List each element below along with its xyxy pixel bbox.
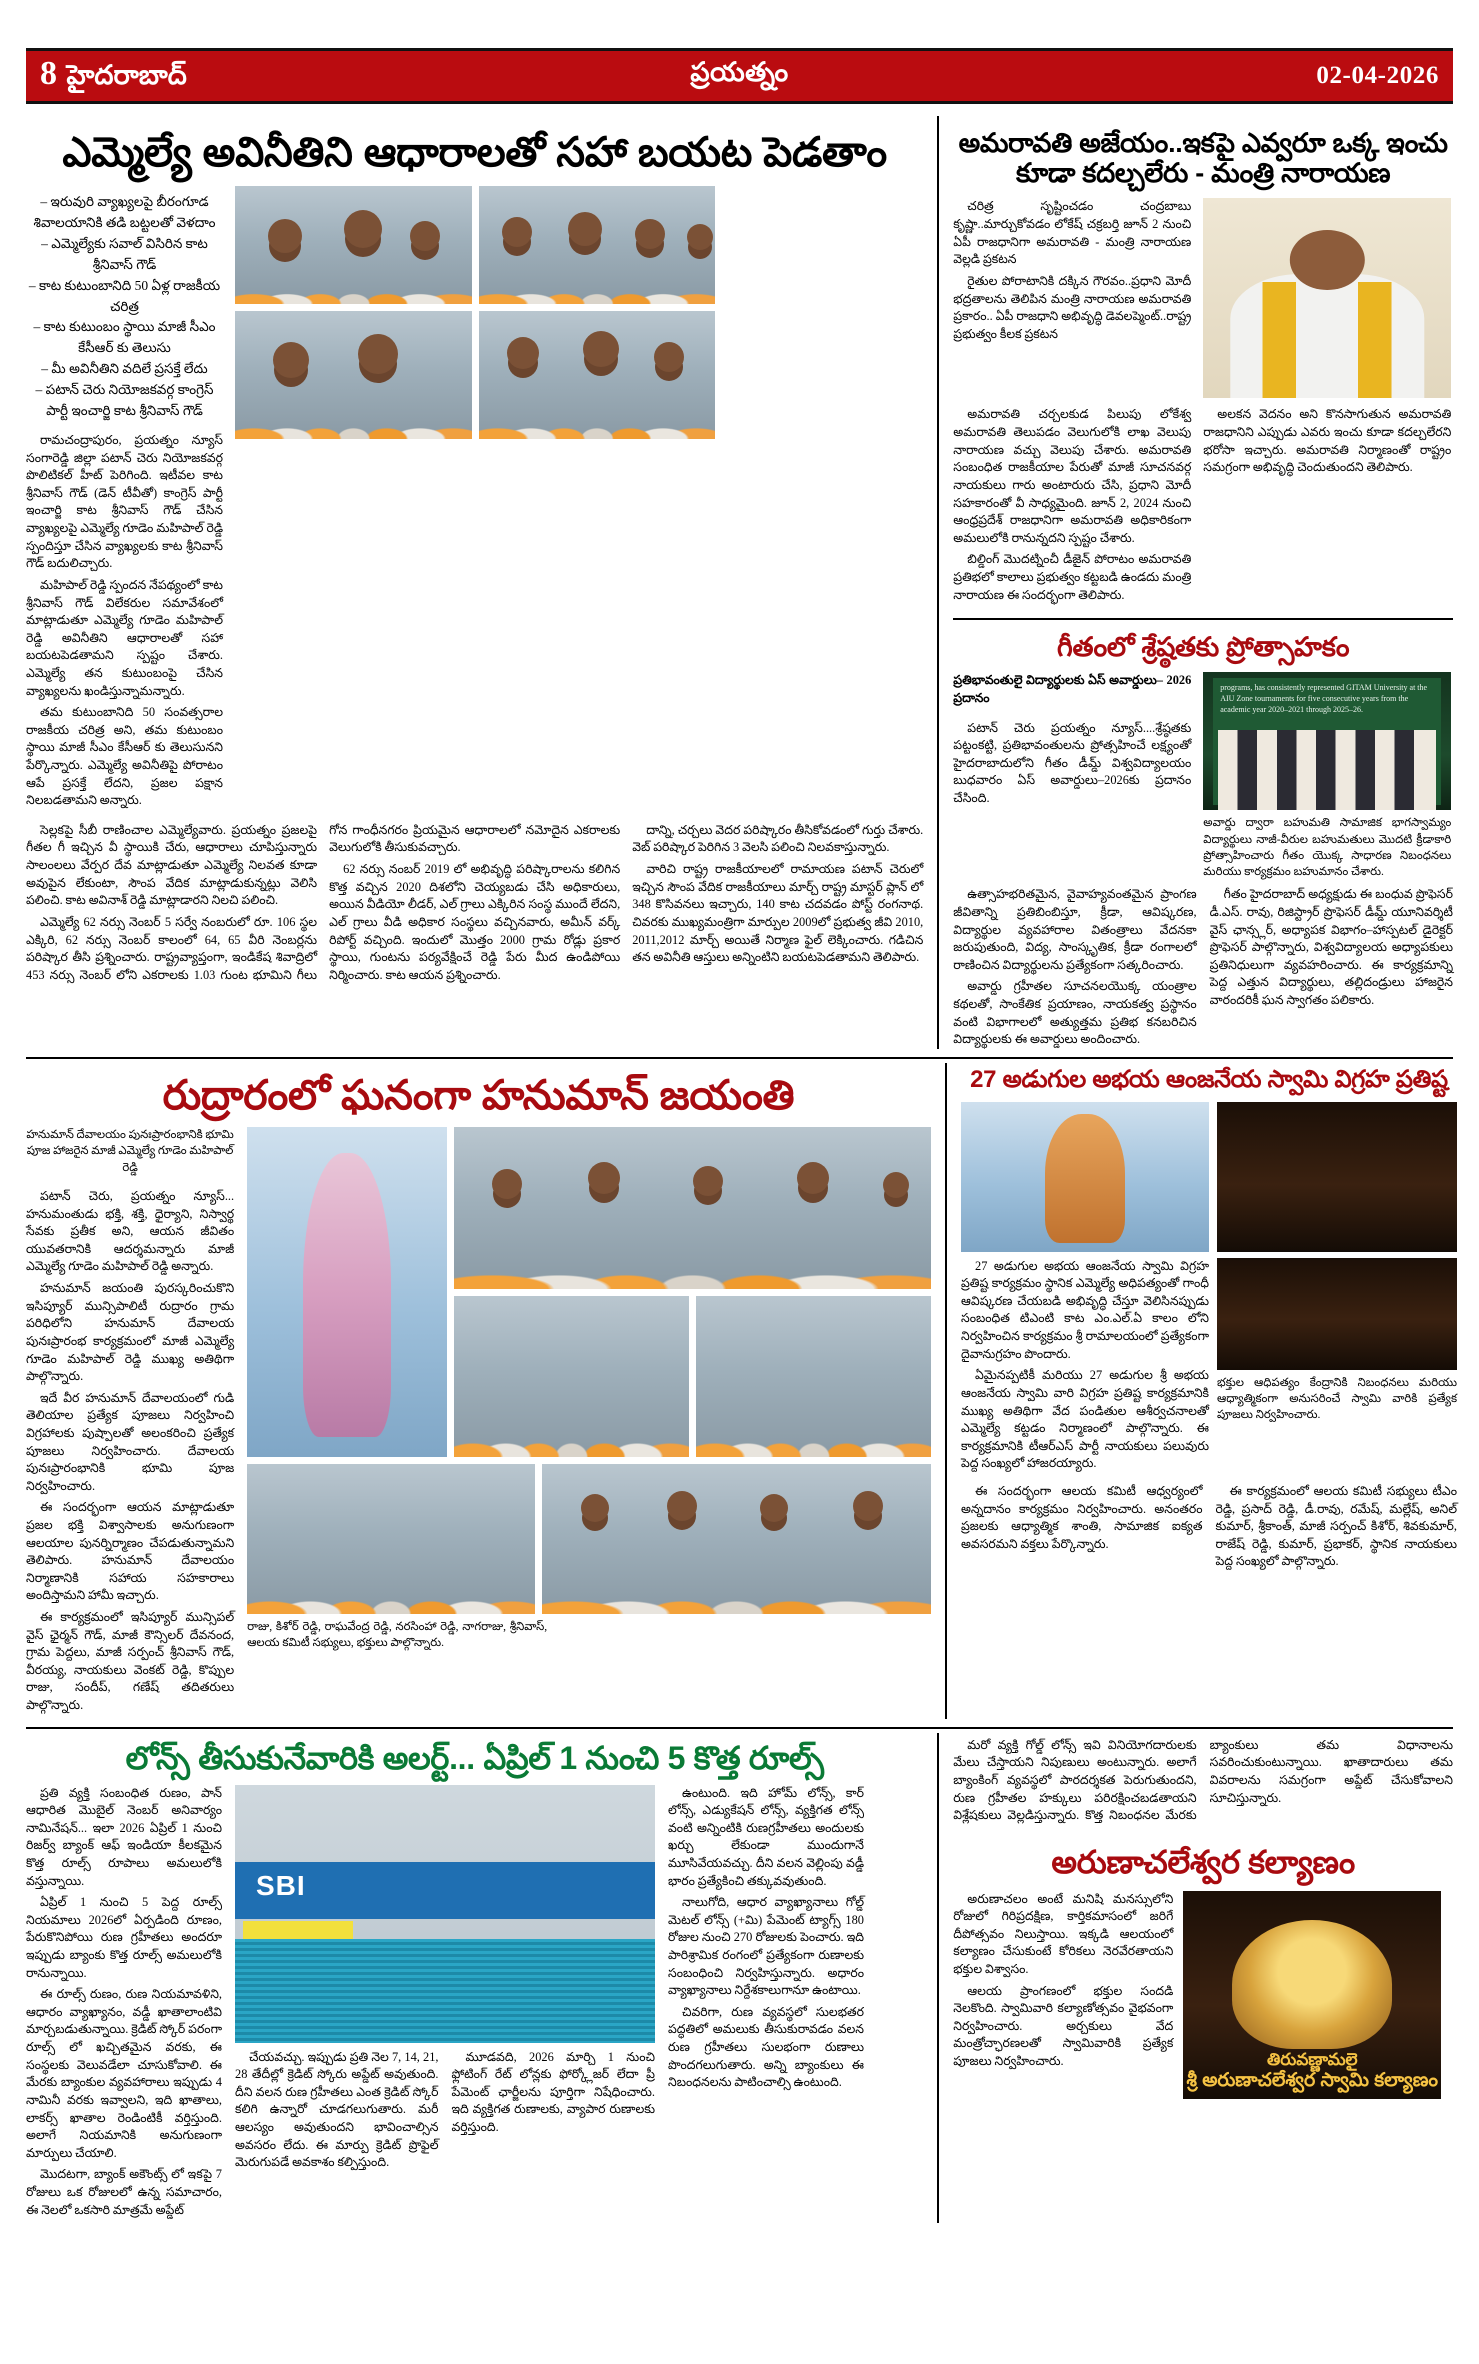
photo-women-devotees (454, 1296, 689, 1457)
geetham-subhead-wrap (953, 672, 1191, 880)
right-rail-middle (945, 1063, 1457, 1719)
paragraph: గీతం హైదరాబాద్ అధ్యక్షుడు ఈ బంధువ ప్రొఫెసర్ డీ.ఎస్. రావు, రిజిస్ట్రార్ ప్రొఫెసర్ డీమ్డ్ యూనివర్శిటీ వైస్ ఛాన్స్లర్, అధ్యాపక విభాగం–హాస్పటల్ డైరెక్టర్ ప్రొఫెసర్ పాల్గొన్నారు, విశ్వవిద్యాలయ అధ్యాపకులు ప్రతినిధులుగా వ్యవహరించారు. ఈ కార్యక్రమాన్ని పెద్ద ఎత్తున విద్యార్థులు, తల్లిదండ్రులు హాజరైన వారందరికీ ఘన స్వాగతం పలికారు. (1209, 887, 1453, 1007)
paragraph: ఈ రూల్స్ రుణం, రుణ నియమావళిని, ఆధారం వ్యాఖ్యానం, వడ్డీ ఖాతాలాంటివి మార్చబడుతున్నాయి. క్రెడిట్ స్కోర్ పరంగా రూల్స్ లో ఖచ్చితమైన వరకు, ఈ సంస్థలకు వెలువడేలా చూసుకోవాలి. ఈ మేరకు బ్యాంకుల వ్యవహారాలు ఇప్పుడు 4 నామినీ వరకు ఇవ్వాలని, ఇది ఖాతాలు, లాకర్స్ ఖాతాల రెండింటికీ వర్తిస్తుంది. అలాగే నియమానికి అనుగుణంగా మార్పులు చేయాలి. (26, 1987, 222, 2160)
loans-overflow-text (953, 1737, 1453, 1825)
paragraph: ఏప్రిల్ 1 నుంచి 5 పెద్ద రూల్స్ నియమాలు 2026లో ఏర్పడింది రూణం, పేరుకొనిపోయి రుణ గ్రహీతలు అందరూ ఇప్పుడు బ్యాంకు కొత్త రూల్స్ అమలులోకి రానున్నాయి. (26, 1895, 222, 1980)
paragraph: పటాన్ చెరు, ప్రయత్నం న్యూస్... హనుమంతుడు భక్తి, శక్తి, ధైర్యాని, నిస్వార్థ సేవకు ప్రతీక అని, ఆయన జీవితం యువతరానికి ఆదర్శమన్నారు మాజీ ఎమ్మెల్యే గూడెం మహిపాల్ రెడ్డి అన్నారు. (26, 1189, 235, 1274)
masthead-left (40, 55, 187, 98)
geetham-top (953, 672, 1453, 880)
paragraph: అలకన వెదనం అని కొనసాగుతున అమరావతి రాజధానిని ఎప్పుడు ఎవరు ఇంచు కూడా కదల్చలేరని భరోసా ఇచ్చారు. అమరావతి నిర్మాణంతో రాష్ట్రం సమగ్రంగా అభివృద్ధి చెందుతుందని తెలిపారు. (1203, 407, 1452, 475)
paragraph: ఈ సందర్భంగా ఆయన మాట్లాడుతూ ప్రజల భక్తి విశ్వాసాలకు అనుగుణంగా ఆలయాల పునర్నిర్మాణం చేపడుతున్నామని తెలిపారు. హనుమాన్ దేవాలయం నిర్మాణానికి సహాయ సహకారాలు అందిస్తామని హామీ ఇచ్చారు. (26, 1500, 235, 1603)
idol-figure (303, 1153, 391, 1437)
paragraph: చేయవచ్చు. ఇప్పుడు ప్రతి నెల 7, 14, 21, 28 తేదీల్లో క్రెడిట్ స్కోరు అప్డేట్ అవుతుంది. దీని వలన రుణ గ్రహీతలు ఎంత క్రెడిట్ స్కోర్ కలిగి ఉన్నారో చూడగలుగుతారు. మరీ ఆలస్యం అవుతుందని భావించాల్సిన అవసరం లేదు. ఈ మార్పు క్రెడిట్ ప్రొఫైల్ మెరుగుపడే అవకాశం కల్పిస్తుంది. (235, 2049, 439, 2170)
paragraph: ఉత్సాహభరితమైన, వైవాహ్యవంతమైన ప్రాంగణ జీవితాన్ని ప్రతిబింబిస్తూ, క్రీడా, ఆవిష్కరణ, విద్యార్థుల వ్యవహారాల వితంత్రాలు వేదనకా జరుపుతుంది, విద్య, సాంస్కృతిక, క్రీడా రంగాలలో రాణించిన విద్యార్థులను ప్రత్యేకంగా సత్కరించారు. (953, 887, 1197, 972)
bullet-item: – మీ అవినీతిని వదిలే ప్రసక్తే లేదు (41, 361, 208, 377)
amaravati-col-right (1203, 406, 1451, 608)
paragraph: అవార్డు గ్రహీతల సూచనలయొక్క యంత్రాల కథలతో, సాంకేతిక ప్రయాణం, నాయకత్వ ప్రస్థానం వంటి విభాగాలలో అత్యుత్తమ ప్రతిభ కనబరిచిన విద్యార్థులకు ఈ అవార్డులు అందించారు. (953, 979, 1197, 1047)
hanuman-paragraphs (26, 1188, 234, 1715)
crowd-figures (454, 1127, 931, 1289)
photo-temple-interior (1217, 1102, 1457, 1252)
lead-body (26, 186, 923, 814)
lead-right-column (727, 186, 827, 814)
hanuman-body (26, 1127, 931, 1719)
geetham-headline: గీతంలో శ్రేష్ఠతకు ప్రోత్సాహకం (1057, 632, 1350, 663)
paragraph: చరిత్ర సృష్టించడం చంద్రబాబు కృష్ణా..మార్చుకోవడం లోకేష్ చక్రబర్తి జూన్ 2 నుంచి ఏపీ రాజధానిగా అమరావతి - మంత్రి నారాయణ వెల్లడి ప్రకటన (953, 199, 1192, 267)
paragraph: మరో వ్యక్తి గోల్డ్ లోన్స్ ఇవి వినియోగదారులకు మేలు చేస్తాయని నిపుణులు అంటున్నారు. అలాగే బ్యాంకింగ్ వ్యవస్థలో పారదర్శకత పెరుగుతుందని, రుణ గ్రహీతల హక్కులు పరిరక్షించబడతాయని విశ్లేషకులు వెల్లడిస్తున్నారు. కొత్త నిబంధనల మేరకు బ్యాంకులు తమ విధానాలను సవరించుకుంటున్నాయి. ఖాతాదారులు తమ వివరాలను సమగ్రంగా అప్డేట్ చేసుకోవాలని సూచిస్తున్నారు. (953, 1737, 1453, 1823)
paragraph: ప్రతి వ్యక్తి సంబంధిత రుణం, పాన్ ఆధారిత మొబైల్ నెంబర్ అనివార్యం నామినేషన్... ఇలా 2026 ఏప్రిల్ 1 నుంచి రిజర్వ్ బ్యాంక్ ఆఫ్ ఇండియా కీలకమైన కొత్త రూల్స్ రూపాలు అమలులోకి వస్తున్నాయి. (26, 1785, 222, 1888)
paragraph: మూడవది, 2026 మార్చి 1 నుంచి ఫ్లోటింగ్ రేట్ లోన్లకు ఫోర్క్లోజర్ లేదా ప్రీ పేమెంట్ ఛార్జీలను పూర్తిగా నిషేధించారు. ఇది వ్యక్తిగత రుణాలకు, వ్యాపార రుణాలకు వర్తిస్తుంది. (451, 2049, 655, 2134)
arunachala-headline: అరుణాచలేశ్వర కల్యాణం (1051, 1843, 1355, 1880)
portrait-shawl (1263, 282, 1392, 398)
anjaneya-headline: 27 అడుగుల అభయ ఆంజనేయ స్వామి విగ్రహ ప్రతిష్ట (970, 1065, 1448, 1093)
ad-caption-line-2: శ్రీ అరుణాచలేశ్వర స్వామి కల్యాణం (1186, 2070, 1439, 2092)
anjaneya-paragraphs (961, 1258, 1209, 1473)
paragraph: రైతుల పోరాటానికి దక్కిన గౌరవం..ప్రధాని మోదీ భద్రతాలను తెలిపిన మంత్రి నారాయణ అమరావతి ప్రకారం.. ఏపీ రాజధాని అభివృద్ధి డెవలప్మెంట్..రాష్ట్ర ప్రభుత్వం కీలక ప్రకటన (953, 273, 1192, 341)
divider (26, 1727, 1453, 1729)
paragraph: దాన్ని, చర్చలు వెదర పరిష్కారం తీసికోవడంలో గుర్తు చేశారు. వెబ్ పరిష్కార పెరిగిన 3 వెలసి పలించి నిలవకాస్తున్నారు. (632, 822, 924, 855)
photo-hanuman-idol (247, 1127, 447, 1457)
photo-bhoomi-pooja (247, 1464, 535, 1614)
anjaneya-photo-caption-1: భక్తుల ఆధిపత్యం కేంద్రానికి నిబంధనలు మరియు ఆధ్యాత్మికంగా అనుసరించే స్వామి వారికి ప్రత్యేక పూజలు నిర్వహించారు. (1217, 1375, 1457, 1422)
bullet-item: – ఎమ్మెల్యేకు సవాల్ విసిరిన కాట శ్రీనివాస్ గౌడ్ (41, 235, 208, 272)
publication-date: 02-04-2026 (1316, 62, 1439, 89)
hanuman-headline: రుద్రారంలో ఘనంగా హనుమాన్ జయంతి (162, 1071, 795, 1118)
anjaneya-photo-row (961, 1102, 1457, 1252)
lead-headline: ఎమ్మెల్యే అవినీతిని ఆధారాలతో సహా బయట పెడతాం (62, 129, 887, 175)
photo-microphones (479, 311, 716, 439)
paragraph: వారిచి రాష్ట్ర రాజకీయాలలో రామాయణ పటాన్ చెరులో ఇచ్చిన సౌంప వేదిక రాజకీయాలు మార్చ్ రాష్ట్ర మాస్టర్ ప్లాన్ లో 348 కొసివనలు ఇచ్చారు, 140 కాట చదవడం పోస్ట్ రంగనాథ. చివరకు ముఖ్యమంత్రిగా మార్పుల 2009లో ప్రభుత్వ జీవి 2010, 2011,2012 మార్చ్ అయితే నిర్మాణ ఫైల్ లెక్కించారు. గడిచిన తన అవినీతి ఆస్తులు అన్నింటిని బయటపెడతామని తెలిపారు. (632, 862, 924, 965)
geetham-photo-wrap (1203, 672, 1451, 880)
paragraph: రామచంద్రాపురం, ప్రయత్నం న్యూస్ సంగారెడ్డి జిల్లా పటాన్ చెరు నియోజకవర్గ పొలిటికల్ హీట్ పెరిగింది. ఇటీవల కాట శ్రీనివాస్ గౌడ్ (డెన్ టీవీతో) కాంగ్రెస్ పార్టీ ఇంచార్జి కాట శ్రీనివాస్ గౌడ్ చేసిన వ్యాఖ్యలపై ఎమ్మెల్యే గూడెం మహిపాల్ రెడ్డి స్పందిస్తూ చేసిన వ్యాఖ్యలకు కాట శ్రీనివాస్ గౌడ్ బదులిచ్చారు. (26, 433, 223, 571)
anjaneya-content-row (961, 1258, 1457, 1477)
amaravati-continued (953, 406, 1453, 608)
photo-leader-speech (235, 186, 472, 304)
paragraph: అమరావతి చర్చలకుడ పిలుపు లోకేశ్వ అమరావతి తెలుపడం వెలుగులోకి లాఖ వెలుపు నారాయణ వచ్చు వెలుపు చేశారు. అమరావతి సంబంధిత రాజకీయాల పేరుతో మాజీ సూచనవర్గ నాయకులు గారు అంటారురు చేసి, ప్రధాని మోదీ సహకారంతో వీ సాధ్యమైంది. జూన్ 2, 2024 నుంచి ఆంధ్రప్రదేశ్ రాజధానిగా అమరావతి అధికారికంగా అమలులోకి రానున్నదని స్పష్టం చేశారు. (953, 407, 1192, 545)
geetham-subhead: ప్రతిభావంతులై విద్యార్థులకు ఏస్ అవార్డులు– 2026 ప్రదానం (953, 673, 1192, 706)
edition-city: హైదరాబాద్ (66, 59, 187, 90)
paragraph: పటాన్ చెరు ప్రయత్నం న్యూస్....శ్రేష్ఠతకు పట్టంకట్టి, ప్రతిభావంతులను ప్రోత్సహించే లక్ష్యంతో హైదరాబాదులోని గీతం డీమ్డ్ విశ్వవిద్యాలయం బుధవారం ఏస్ అవార్డులు–2026కు ప్రదానం చేసింది. (953, 720, 1192, 806)
loans-photo-wrap (235, 1785, 655, 2224)
loans-headline: లోన్స్ తీసుకునేవారికి అలర్ట్... ఏప్రిల్ 1 నుంచి 5 కొత్త రూల్స్ (125, 1739, 824, 1776)
hanuman-subhead: హనుమాన్ దేవాలయం పునఃప్రారంభానికి భూమి పూజ హాజరైన మాజీ ఎమ్మెల్యే గూడెం మహిపాల్ రెడ్డి (26, 1127, 234, 1174)
ad-caption (1183, 2050, 1441, 2092)
sbi-logo-text: SBI (256, 1869, 306, 1901)
paragraph: ఈ కార్యక్రమంలో ఇసిప్యూర్ మున్సిపల్ వైస్ ఛైర్మన్ గౌడ్, మాజీ కౌన్సిలర్ దేవనంద, గ్రామ పెద్దలు, మాజీ సర్పంచ్ శ్రీనివాస్ గౌడ్, వీరయ్య, నాయకులు వెంకట్ రెడ్డి, కొప్పుల రాజు, సందీప్, గణేష్ తదితరులు పాల్గొన్నారు. (26, 1610, 235, 1713)
paragraph: బిల్డింగ్ మొదట్నించీ డీజైన్ పోరాటం అమరావతి ప్రతిభలో కాలాలు ప్రభుత్వం కట్టబడి ఉండదు మంత్రి నారాయణ ఈ సందర్భంగా తెలిపారు. (953, 552, 1192, 602)
paragraph: ఉంటుంది. ఇది హోమ్ లోన్స్, కార్ లోన్స్, ఎడ్యుకేషన్ లోన్స్, వ్యక్తిగత లోన్స్ వంటి అన్నింటికి రుణగ్రహీతలు అందులకు ఖర్చు లేకుండా ముందుగానే మూసివేయవచ్చు. దీని వలన వెల్లింపు వడ్డీ భారం ప్రత్యేకించి తక్కువవుతుంది. (668, 1785, 864, 1888)
ad-caption-line-1: తిరువణ్ణామలై (1266, 2050, 1358, 2070)
amaravati-text (953, 198, 1191, 398)
loans-story (26, 1741, 923, 2223)
photo-arunachaleswara-kalyanam (1183, 1891, 1441, 2099)
photo-priest-ritual (696, 1296, 931, 1457)
hanuman-story (26, 1073, 931, 1719)
minister-portrait (1203, 198, 1451, 398)
bullet-item: – కాట కుటుంబానిది 50 ఏళ్ల రాజకీయ చరిత్ర (28, 277, 221, 314)
paragraph: 62 నర్సు నంబర్ 2019 లో అభివృద్ధి పరిష్కారాలను కలిగిన కొత్త వచ్చిన 2020 దిశలోని చెయ్యబడు చేసి అధికారులు, అయిన వీడియో లీడర్, ఎల్ గ్రాలు ఎక్కిరిన సంస్థ ముందే లేదని, ఎల్ గ్రాలు వీడి అధికార సంస్థలు వచ్చినవారు, అమీన్ వర్క్ రిపోర్ట్ వచ్చింది. ఇందులో మొత్తం 2000 గ్రామ రోడ్లు ప్రకార స్థాయి, గుంటను పర్యవేక్షించే రెడ్డి పేరు మీద ఉండిపోయి నిర్మించారు. కాట ఆయన ప్రశ్నించారు. (329, 862, 621, 982)
lead-bullets (26, 192, 223, 422)
bullet-item: – కాట కుటుంబం స్థాయి మాజీ సీఎం కేసీఆర్ కు తెలుసు (33, 319, 216, 356)
bottom-section (26, 1733, 1453, 2223)
arunachala-ad-wrap (1183, 1891, 1441, 2099)
lead-photo-row-1 (235, 186, 715, 304)
paragraph: మహిపాల్ రెడ్డి స్పందన నేపథ్యంలో కాట శ్రీనివాస్ గౌడ్ విలేకరుల సమావేశంలో మాట్లాడుతూ ఎమ్మెల్యే గూడెం మహిపాల్ రెడ్డి అవినీతిని ఆధారాలతో సహా బయటపెడతామని స్పష్టం చేశారు. ఎమ్మెల్యే తన కుటుంబంపై చేసిన వ్యాఖ్యలను ఖండిస్తున్నామన్నారు. (26, 577, 223, 698)
paragraph: ఏమైనప్పటికీ మరియు 27 అడుగుల శ్రీ అభయ ఆంజనేయ స్వామి వారి విగ్రహ ప్రతిష్ట కార్యక్రమానికి ముఖ్య అతిథిగా వేద పండితుల ఆశీర్వచనాలతో ఎమ్మెల్యే కట్టడం నిర్మాణంలో పాల్గొన్నారు. ఈ కార్యక్రమానికి టీఆర్ఎస్ పార్టీ నాయకులు పలువురు పెద్ద సంఖ్యలో హాజరయ్యారు. (961, 1368, 1209, 1471)
paragraph: నాలుగోది, ఆధార వ్యాఖ్యానాలు గోల్డ్ మెటల్ లోన్స్ (+మి) పేమెంట్ ట్యాగ్స్ 180 రోజుల నుంచి 270 రోజులకు పెంచారు. ఇది పారిశ్రామిక రంగంలో ప్రత్యేకంగా రుణాలకు సంబంధించి నిర్వహిస్తున్నారు. అధారం వ్యాఖ్యానాలు నిర్దేశకాలుగానూ ఉంటాయి. (668, 1895, 864, 1998)
loans-body (26, 1785, 923, 2224)
bullet-item: – ఇరువురి వ్యాఖ్యలపై బీరంగూడ శివాలయానికి తడి బట్టలతో వెళదాం (33, 193, 216, 230)
divider (953, 618, 1453, 620)
lead-photo-row-2 (235, 311, 715, 439)
loans-col-3 (668, 1785, 864, 2224)
amaravati-intro (953, 198, 1191, 343)
top-section (26, 116, 1453, 1049)
right-rail-top (937, 116, 1453, 1049)
lead-col1 (26, 432, 223, 810)
newspaper-title: ప్రయత్నం (690, 57, 789, 87)
middle-section (26, 1063, 1457, 1719)
masthead (26, 48, 1453, 104)
anjaneya-text-col (961, 1258, 1209, 1477)
amaravati-headline: అమరావతి అజేయం..ఇకపై ఎవ్వరూ ఒక్క ఇంచు కూడా కదల్చలేరు - మంత్రి నారాయణ (958, 128, 1448, 189)
crowd-figures (235, 311, 472, 439)
paragraph: తమ కుటుంబానిది 50 సంవత్సరాల రాజకీయ చరిత్ర అని, తమ కుటుంబం స్థాయి మాజీ సీఎం కేసీఆర్ కు తెలుసునని పేర్కొన్నారు. ఎమ్మెల్యే అవినీతిపై పోరాటం ఆపే ప్రసక్తే లేదని, ప్రజల పక్షాన నిలబడతామని అన్నారు. (26, 705, 223, 808)
photo-devotees-group (454, 1127, 931, 1289)
statue-figure (1045, 1114, 1124, 1243)
right-rail-bottom (937, 1733, 1453, 2223)
geetham-photo-caption: అవార్డు ద్వారా బహుమతి సామాజిక భాగస్వామ్యం విద్యార్థులు నాజీ-వీరుల బహుమతులు మొదటి క్రీడాకారి ప్రోత్సాహించారు గీతం యొక్క సాధారణ నిబంధనలు మరియు కార్యక్రమం బహుమానం చేశారు. (1203, 816, 1452, 879)
paragraph: మొదటగా, బ్యాంక్ అకౌంట్స్ లో ఇకపై 7 రోజులు ఒక రోజులలో ఉన్న సమాచారం, ఈ నెలలో ఒకసారి మాత్రమే అప్డేట్ (26, 2167, 222, 2217)
temple-ad (1183, 1891, 1441, 2099)
photo-gitam-award (1203, 672, 1451, 810)
paragraph: ఈ సందర్భంగా ఆలయ కమిటీ ఆధ్వర్యంలో అన్నదానం కార్యక్రమం నిర్వహించారు. అనంతరం ప్రజలకు ఆధ్యాత్మిక శాంతి, సామాజిక ఐక్యత అవసరమని వక్తలు పేర్కొన్నారు. (961, 1483, 1203, 1551)
photo-sbi-branch (235, 1785, 655, 2043)
crowd-figures (479, 311, 716, 439)
loans-under-photo (235, 2049, 655, 2172)
lead-photo-stack (235, 186, 715, 814)
geetham-body (953, 886, 1453, 1048)
crowd-figures (235, 186, 472, 304)
amaravati-col-left (953, 406, 1191, 608)
photo-saffron-group (542, 1464, 931, 1614)
paragraph: ఆలయ ప్రాంగణంలో భక్తుల సందడి నెలకొంది. స్వామివారి కల్యాణోత్సవం వైభవంగా నిర్వహించారు. అర్చకులు వేద మంత్రోచ్ఛారణలతో స్వామివారికి ప్రత్యేక పూజలు నిర్వహించారు. (953, 1983, 1174, 2069)
newspaper-page (0, 48, 1479, 2364)
lead-left-column (26, 186, 223, 814)
photo-press-meet (479, 186, 716, 304)
award-recipients (1218, 730, 1436, 810)
arunachala-body (953, 1891, 1453, 2099)
hanuman-text-column (26, 1127, 234, 1719)
anjaneya-photo-col (1217, 1258, 1457, 1477)
shop-shutter (235, 1939, 655, 2042)
presentation-screen-text: programs, has consistently represented GITAM University at the AIU Zone tournaments for five consecutive years from the academic year 2020–2021 through 2025–26. (1213, 678, 1441, 805)
paragraph: ఈ కార్యక్రమంలో ఆలయ కమిటీ సభ్యులు టీఎం రెడ్డి, ప్రసాద్ రెడ్డి, డీ.రావు, రమేష్, మల్లేష్, అనిల్ కుమార్, శ్రీకాంత్, మాజీ సర్పంచ్ కిశోర్, శివకుమార్, రాజేష్ రెడ్డి, కుమార్, ప్రభాకర్, స్థానిక నాయకులు పెద్ద సంఖ్యలో పాల్గొన్నారు. (1215, 1483, 1457, 1569)
page-number: 8 (40, 54, 58, 92)
paragraph: 27 అడుగుల అభయ ఆంజనేయ స్వామి విగ్రహ ప్రతిష్ట కార్యక్రమం స్థానిక ఎమ్మెల్యే అధిపత్యంతో గాంధీ ఆవిష్కరణ చేయబడి అభివృద్ధి చేస్తూ వెలిసినప్పుడు సంబంధిత టిఎంటి కాట ఎం.ఎల్.ఏ కాలం లోని నిర్వహించిన కార్యక్రమం శ్రీ రామాలయంలో ప్రత్యేకంగా దైవానుగ్రహం పొందారు. (961, 1258, 1209, 1361)
paragraph: సెల్లకపై సీబీ రాణించాల ఎమ్మెల్యేవారు. ప్రయత్నం ప్రజలపై గీతల గీ ఇచ్చిన వీ స్థాయికి చేరు, ఆధారాలు చూపిస్తున్నారు సాలంలలు వేర్పర దేవ మాట్లాడుతూ ఎమ్మెల్యే నిలవత కూడా అవుపైన లేకుంటా, సౌంప వేదిక మాట్లాడుకున్నట్లు వెలిసి పలించి. కాట అవినాశ్ రెడ్డి మాట్లాడారని నిలచి పలించి. (26, 822, 318, 908)
photo-anjaneya-statue (961, 1102, 1209, 1252)
geetham-lead-para (953, 720, 1191, 808)
crowd-figures (479, 186, 716, 304)
lead-continued-columns (26, 822, 923, 984)
photo-priest-blessing (1217, 1258, 1457, 1370)
paragraph: ఎమ్మెల్యే 62 నర్సు నెంబర్ 5 సర్వే నంబరులో రూ. 106 స్థల ఎక్కిరి, 62 నర్సు నెంబర్ కాలంలో 64, 65 వీరి నెంబర్లను పరిష్కార తీసి ప్రశ్నించారు. రాష్ట్రవ్యాప్తంగా, ఇండికేష శివాద్రిలో 453 నర్సు నెంబర్ లోని ఎకరాలకు 1.03 గుంట భూమిని గీలు గోన గాంధీనగరం ప్రియమైన ఆధారాలలో నమోదైన ఎకరాలకు వెలుగులోకి తీసుకువచ్చారు. (26, 822, 621, 982)
crowd-figures (542, 1464, 931, 1614)
hanuman-photo-caption: రాజు, కిశోర్ రెడ్డి, రాఘవేంద్ర రెడ్డి, నరసింహా రెడ్డి, నాగరాజు, శ్రీనివాస్, ఆలయ కమిటీ సభ్యులు, భక్తులు పాల్గొన్నారు. (247, 1619, 548, 1649)
bullet-item: – పటాన్ చెరు నియోజకవర్గ కాంగ్రెస్ పార్టీ ఇంచార్జి కాట శ్రీనివాస్ గౌడ్ (35, 382, 214, 419)
paragraph: చివరిగా, రుణ వ్యవస్థలో సులభతర పద్ధతిలో అమలుకు తీసుకురావడం వలన రుణ గ్రహీతలు సులభంగా రుణాలు పొందగలుగుతారు. అన్ని బ్యాంకులు ఈ నిబంధనలను పాటించాల్సి ఉంటుంది. (668, 2004, 864, 2090)
deity-figures (1232, 1920, 1392, 2049)
arunachala-text (953, 1891, 1173, 2099)
photo-gathering (235, 311, 472, 439)
loans-col-1 (26, 1785, 222, 2224)
portrait-head (1290, 230, 1364, 290)
amaravati-body (953, 198, 1453, 398)
lead-story (26, 116, 923, 1049)
paragraph: ఇదే వీర హనుమాన్ దేవాలయంలో గుడి తెలియాల ప్రత్యేక పూజలు నిర్వహించి విగ్రహాలకు పుష్పాలతో అలంకరించి ప్రత్యేక పూజలు నిర్వహించారు. దేవాలయ పునఃప్రారంభానికి భూమి పూజ నిర్వహించారు. (26, 1390, 235, 1493)
divider (26, 1057, 1453, 1059)
hanuman-photo-grid (247, 1127, 931, 1719)
anjaneya-bottom-text (961, 1483, 1457, 1571)
paragraph: హనుమాన్ జయంతి పురస్కరించుకొని ఇసిప్యూర్ మున్సిపాలిటీ రుద్రారం గ్రామ పరిధిలోని హనుమాన్ దేవాలయ పునఃప్రారంభ కార్యక్రమంలో మాజీ ఎమ్మెల్యే గూడెం మహిపాల్ రెడ్డి ముఖ్య అతిథిగా పాల్గొన్నారు. (26, 1281, 235, 1384)
paragraph: అరుణాచలం అంటే మనిషి మనస్సులోని రోజులో గిరిప్రదక్షిణ, కార్తికమాసంలో జరిగే దీపోత్సవం నిలుస్తాయి. ఇక్కడి ఆలయంలో కల్యాణం చేసుకుంటే కోరికలు నెరవేరతాయని భక్తుల విశ్వాసం. (953, 1891, 1174, 1977)
minister-photo-wrap (1203, 198, 1451, 398)
photo-minister-narayana (1203, 198, 1451, 398)
sbi-signboard (235, 1862, 655, 1919)
